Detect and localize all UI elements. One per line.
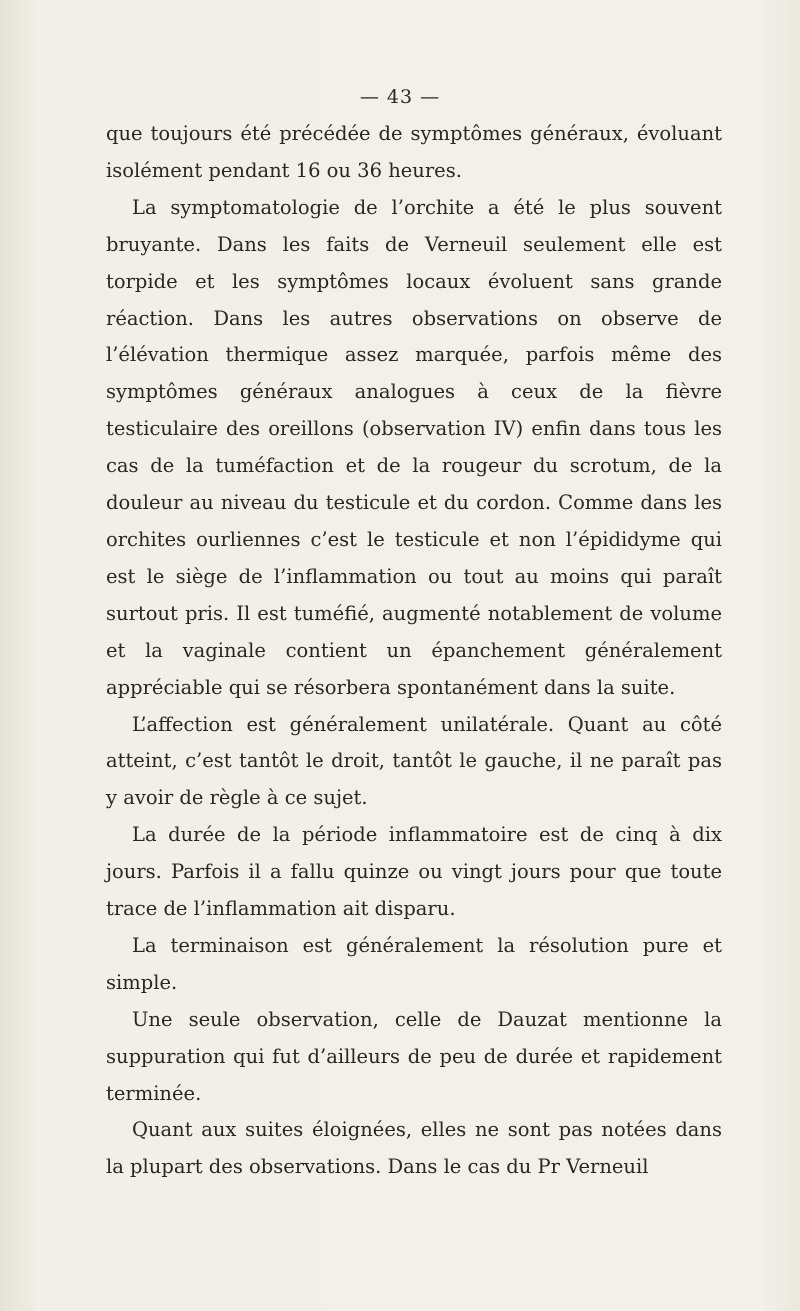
paragraph-6: Une seule observation, celle de Dauzat mentionne la suppuration qui fut d’ailleurs de peu de durée et rapidement terminée. bbox=[106, 1007, 722, 1105]
paragraph-5: La terminaison est généralement la résolution pure et simple. bbox=[106, 933, 722, 994]
paragraph-7: Quant aux suites éloignées, elles ne sont pas notées dans la plupart des observations. Dans le cas du Pr Verneuil bbox=[106, 1118, 722, 1179]
page-number: — 43 — bbox=[359, 86, 441, 108]
paragraph-1: que toujours été précédée de symptômes généraux, évoluant isolément pendant 16 ou 36 heures. bbox=[106, 122, 722, 182]
paragraph-2: La symptomatologie de l’orchite a été le plus souvent bruyante. Dans les faits de Verneuil seulement elle est torpide et les symptômes locaux évoluent sans grande réaction. Dans les autres observations on observe de l’élévation thermique assez marquée, parfois même des symptômes généraux analogues à ceux de la fièvre testiculaire des oreillons (observation IV) enfin dans tous les cas de la tuméfaction et de la rougeur du scrotum, de la douleur au niveau du testicule et du cordon. Comme dans les orchites ourliennes c’est le testicule et non l’épididyme qui est le siège de l’inflammation ou tout au moins qui paraît surtout pris. Il est tuméfié, augmenté notablement de volume et la vaginale contient un épanchement généralement appréciable qui se résorbera spontanément dans la suite. bbox=[106, 195, 722, 699]
paragraph-4: La durée de la période inflammatoire est de cinq à dix jours. Parfois il a fallu quinze ou vingt jours pour que toute trace de l’inflammation ait disparu. bbox=[106, 823, 722, 921]
paragraph-3: L’affection est généralement unilatérale. Quant au côté atteint, c’est tantôt le droit, tantôt le gauche, il ne paraît pas y avoir de règle à ce sujet. bbox=[106, 712, 722, 810]
body-text bbox=[106, 116, 722, 1186]
